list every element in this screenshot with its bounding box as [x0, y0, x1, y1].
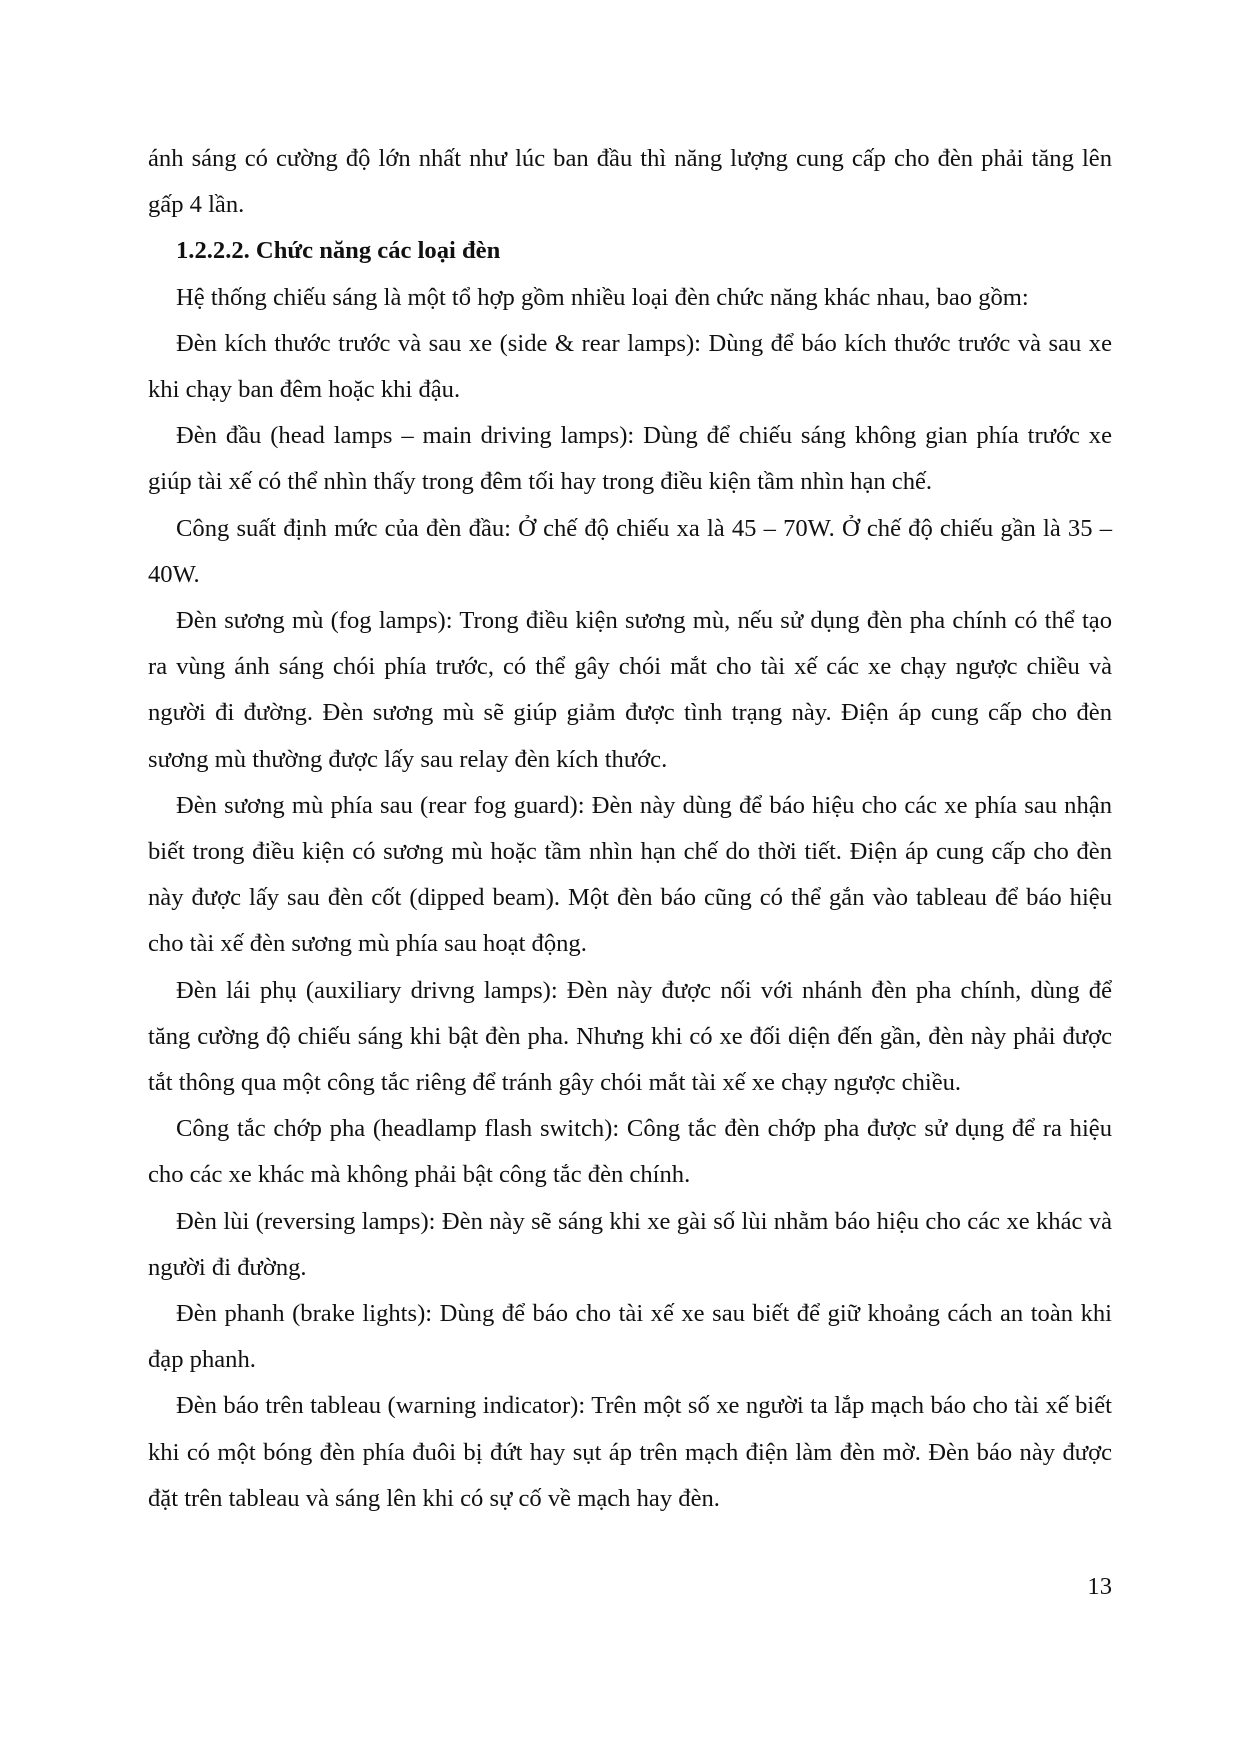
paragraph-rear-fog-guard: Đèn sương mù phía sau (rear fog guard): Đèn này dùng để báo hiệu cho các xe phía sau nhận biết trong điều kiện có sương mù hoặc tầm nhìn hạn chế do thời tiết. Điện áp cung cấp cho đèn này được lấy sau đèn cốt (dipped beam). Một đèn báo cũng có thể gắn vào tableau để báo hiệu cho tài xế đèn sương mù phía sau hoạt động. — [148, 791, 1112, 958]
paragraph-brake-lights: Đèn phanh (brake lights): Dùng để báo cho tài xế xe sau biết để giữ khoảng cách an toàn khi đạp phanh. — [148, 1300, 1112, 1374]
paragraph-head-lamp-power: Công suất định mức của đèn đầu: Ở chế độ chiếu xa là 45 – 70W. Ở chế độ chiếu gần là 35 – 40W. — [148, 514, 1112, 588]
paragraph-warning-indicator: Đèn báo trên tableau (warning indicator): Trên một số xe người ta lắp mạch báo cho tài xế biết khi có một bóng đèn phía đuôi bị đứt hay sụt áp trên mạch điện làm đèn mờ. Đèn báo này được đặt trên tableau và sáng lên khi có sự cố về mạch hay đèn. — [148, 1392, 1112, 1512]
paragraph-continuation: ánh sáng có cường độ lớn nhất như lúc ban đầu thì năng lượng cung cấp cho đèn phải tăng lên gấp 4 lần. — [148, 145, 1112, 219]
paragraph-flash-switch: Công tắc chớp pha (headlamp flash switch): Công tắc đèn chớp pha được sử dụng để ra hiệu cho các xe khác mà không phải bật công tắc đèn chính. — [148, 1115, 1112, 1189]
section-heading: 1.2.2.2. Chức năng các loại đèn — [176, 237, 501, 265]
page-number: 13 — [1087, 1573, 1112, 1600]
paragraph-intro: Hệ thống chiếu sáng là một tổ hợp gồm nhiều loại đèn chức năng khác nhau, bao gồm: — [176, 283, 1029, 311]
paragraph-auxiliary-lamps: Đèn lái phụ (auxiliary drivng lamps): Đèn này được nối với nhánh đèn pha chính, dùng để tăng cường độ chiếu sáng khi bật đèn pha. Nhưng khi có xe đối diện đến gần, đèn này phải được tắt thông qua một công tắc riêng để tránh gây chói mắt tài xế xe chạy ngược chiều. — [148, 976, 1112, 1097]
paragraph-fog-lamps: Đèn sương mù (fog lamps): Trong điều kiện sương mù, nếu sử dụng đèn pha chính có thể tạo ra vùng ánh sáng chói phía trước, có thể gây chói mắt cho tài xế các xe chạy ngược chiều và người đi đường. Đèn sương mù sẽ giúp giảm được tình trạng này. Điện áp cung cấp cho đèn sương mù thường được lấy sau relay đèn kích thước. — [148, 607, 1112, 773]
document-body — [148, 136, 1112, 1522]
paragraph-reversing-lamps: Đèn lùi (reversing lamps): Đèn này sẽ sáng khi xe gài số lùi nhằm báo hiệu cho các xe khác và người đi đường. — [148, 1207, 1112, 1281]
paragraph-head-lamps: Đèn đầu (head lamps – main driving lamps): Dùng để chiếu sáng không gian phía trước xe giúp tài xế có thể nhìn thấy trong đêm tối hay trong điều kiện tầm nhìn hạn chế. — [148, 422, 1112, 496]
paragraph-side-rear-lamps: Đèn kích thước trước và sau xe (side & rear lamps): Dùng để báo kích thước trước và sau xe khi chạy ban đêm hoặc khi đậu. — [148, 329, 1112, 404]
